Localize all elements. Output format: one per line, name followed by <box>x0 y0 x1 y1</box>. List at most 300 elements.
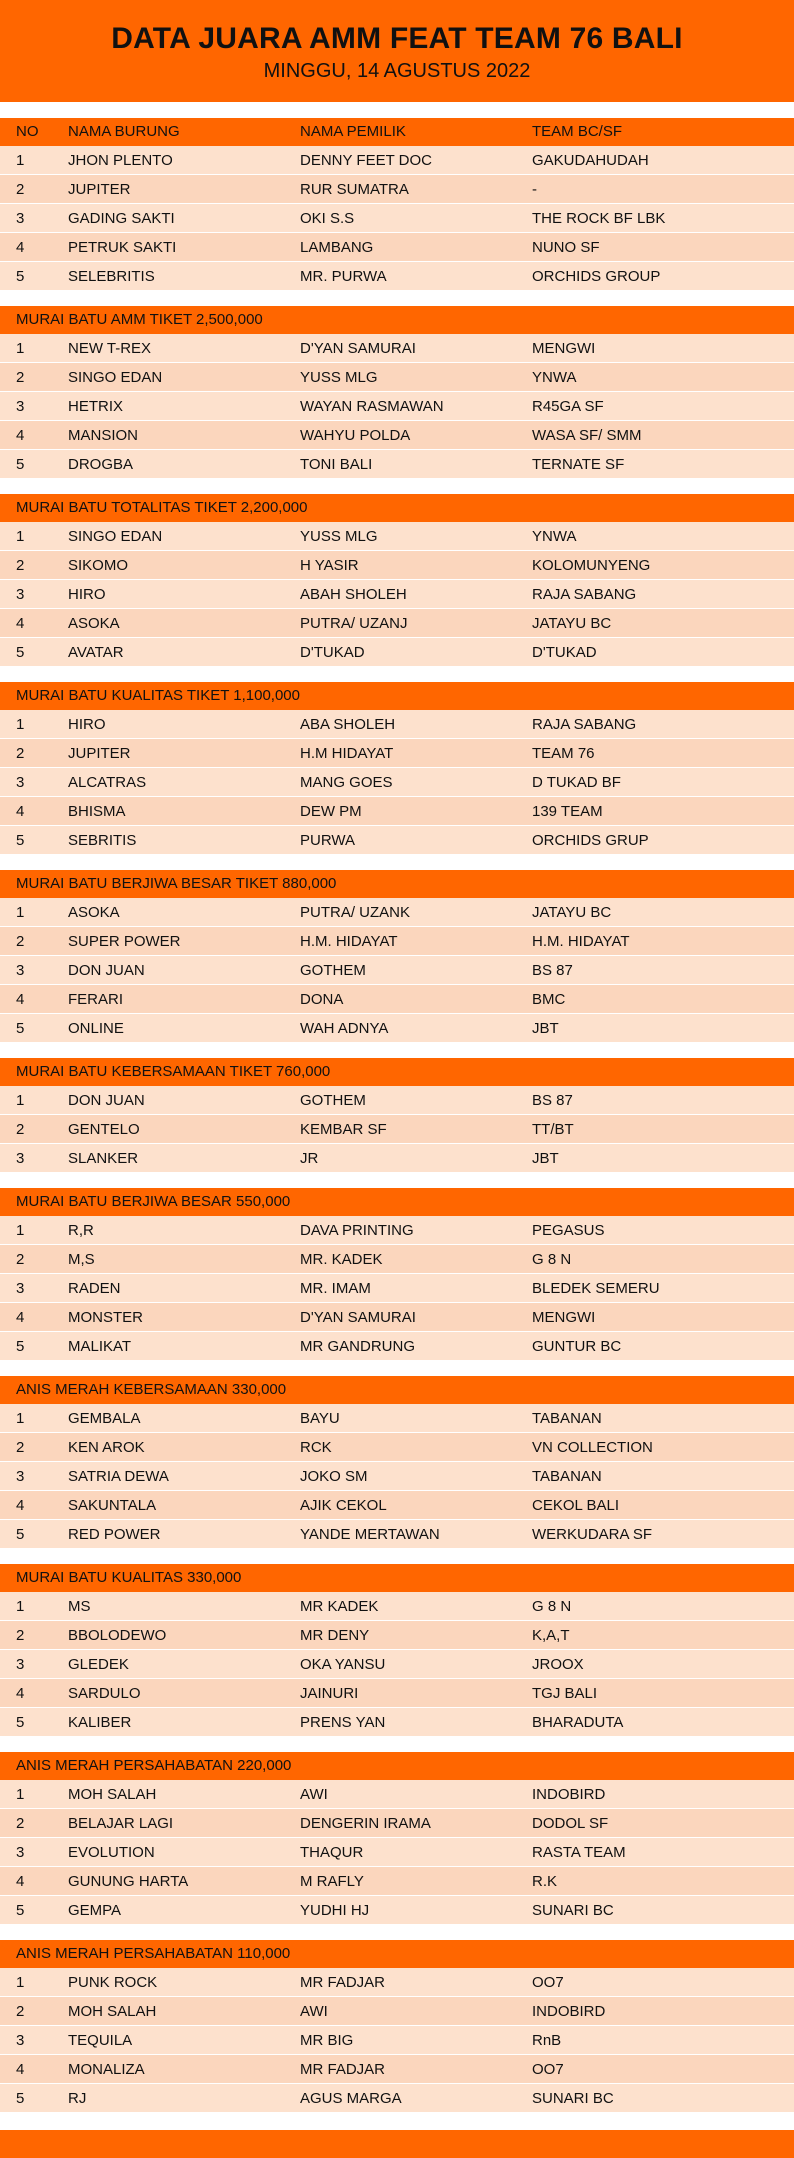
table-row <box>0 638 794 667</box>
table-row <box>0 1274 794 1303</box>
bird-name-cell: SEBRITIS <box>68 832 137 849</box>
owner-name-cell: LAMBANG <box>300 239 374 256</box>
bird-name-cell: PUNK ROCK <box>68 1974 158 1991</box>
rank-cell: 4 <box>16 615 25 632</box>
team-cell: VN COLLECTION <box>532 1439 653 1456</box>
table-row <box>0 1968 794 1997</box>
team-cell: SUNARI BC <box>532 1902 614 1919</box>
team-cell: CEKOL BALI <box>532 1497 619 1514</box>
team-cell: R.K <box>532 1873 558 1890</box>
table-row <box>0 1303 794 1332</box>
section-title-row <box>0 1940 794 1968</box>
bird-name-cell: MALIKAT <box>68 1338 132 1355</box>
owner-name-cell: H.M HIDAYAT <box>300 745 394 762</box>
section-title-row <box>0 1058 794 1086</box>
team-cell: G 8 N <box>532 1598 572 1615</box>
table-row <box>0 2026 794 2055</box>
team-cell: TABANAN <box>532 1468 602 1485</box>
rank-cell: 4 <box>16 1309 25 1326</box>
owner-name-cell: DENGERIN IRAMA <box>300 1815 431 1832</box>
section-title-row <box>0 1188 794 1216</box>
owner-name-cell: D'YAN SAMURAI <box>300 1309 416 1326</box>
team-cell: JBT <box>532 1020 559 1037</box>
rank-cell: 5 <box>16 832 25 849</box>
owner-name-cell: PUTRA/ UZANJ <box>300 615 408 632</box>
table-row <box>0 262 794 291</box>
table-row <box>0 334 794 363</box>
owner-name-cell: MR BIG <box>300 2032 354 2049</box>
rank-cell: 1 <box>16 1598 25 1615</box>
footer-bar <box>0 2130 794 2158</box>
rank-cell: 5 <box>16 1902 25 1919</box>
section-1 <box>0 306 794 479</box>
owner-name-cell: H YASIR <box>300 557 359 574</box>
team-cell: 139 TEAM <box>532 803 603 820</box>
section-6 <box>0 1188 794 1361</box>
owner-name-cell: MR FADJAR <box>300 1974 386 1991</box>
table-row <box>0 1650 794 1679</box>
rank-cell: 3 <box>16 1150 25 1167</box>
section-2 <box>0 494 794 667</box>
rank-cell: 3 <box>16 2032 25 2049</box>
rank-cell: 3 <box>16 962 25 979</box>
team-cell: RAJA SABANG <box>532 586 637 603</box>
owner-name-cell: YANDE MERTAWAN <box>300 1526 440 1543</box>
bird-name-cell: DON JUAN <box>68 962 145 979</box>
rank-cell: 3 <box>16 774 25 791</box>
page-title: DATA JUARA AMM FEAT TEAM 76 BALI <box>111 22 683 55</box>
bird-name-cell: MONSTER <box>68 1309 143 1326</box>
owner-name-cell: DONA <box>300 991 344 1008</box>
table-row <box>0 898 794 927</box>
bird-name-cell: BBOLODEWO <box>68 1627 167 1644</box>
team-cell: MENGWI <box>532 1309 596 1326</box>
owner-name-cell: WAH ADNYA <box>300 1020 389 1037</box>
rank-cell: 2 <box>16 1627 25 1644</box>
rank-cell: 4 <box>16 991 25 1008</box>
bird-name-cell: MOH SALAH <box>68 1786 157 1803</box>
owner-name-cell: TONI BALI <box>300 456 373 473</box>
rank-cell: 5 <box>16 644 25 661</box>
rank-cell: 4 <box>16 803 25 820</box>
team-cell: BLEDEK SEMERU <box>532 1280 660 1297</box>
table-row <box>0 1332 794 1361</box>
owner-name-cell: ABAH SHOLEH <box>300 586 407 603</box>
rank-cell: 1 <box>16 1092 25 1109</box>
table-row <box>0 421 794 450</box>
section-title-row <box>0 1752 794 1780</box>
team-cell: NUNO SF <box>532 239 600 256</box>
table-row <box>0 956 794 985</box>
bird-name-cell: NEW T-REX <box>68 340 152 357</box>
column-header: NAMA BURUNG <box>68 123 180 140</box>
owner-name-cell: D'TUKAD <box>300 644 365 661</box>
owner-name-cell: RUR SUMATRA <box>300 181 409 198</box>
table-row <box>0 1462 794 1491</box>
owner-name-cell: YUSS MLG <box>300 528 378 545</box>
section-title: MURAI BATU KEBERSAMAAN TIKET 760,000 <box>16 1063 331 1080</box>
rank-cell: 5 <box>16 268 25 285</box>
team-cell: BHARADUTA <box>532 1714 624 1731</box>
owner-name-cell: DAVA PRINTING <box>300 1222 414 1239</box>
team-cell: RASTA TEAM <box>532 1844 626 1861</box>
section-title: ANIS MERAH PERSAHABATAN 220,000 <box>16 1757 292 1774</box>
bird-name-cell: HIRO <box>68 716 106 733</box>
bird-name-cell: RJ <box>68 2090 87 2107</box>
bird-name-cell: FERARI <box>68 991 124 1008</box>
table-row <box>0 1708 794 1737</box>
bird-name-cell: MANSION <box>68 427 139 444</box>
bird-name-cell: AVATAR <box>68 644 124 661</box>
bird-name-cell: GADING SAKTI <box>68 210 175 227</box>
owner-name-cell: RCK <box>300 1439 332 1456</box>
rank-cell: 3 <box>16 1468 25 1485</box>
owner-name-cell: MR KADEK <box>300 1598 379 1615</box>
table-row <box>0 392 794 421</box>
bird-name-cell: SIKOMO <box>68 557 129 574</box>
team-cell: ORCHIDS GROUP <box>532 268 661 285</box>
table-row <box>0 522 794 551</box>
rank-cell: 4 <box>16 1873 25 1890</box>
rank-cell: 3 <box>16 210 25 227</box>
section-8 <box>0 1564 794 1737</box>
table-row <box>0 1433 794 1462</box>
team-cell: D'TUKAD <box>532 644 597 661</box>
bird-name-cell: SLANKER <box>68 1150 139 1167</box>
page-header <box>0 0 794 102</box>
rank-cell: 1 <box>16 904 25 921</box>
bird-name-cell: SUPER POWER <box>68 933 181 950</box>
team-cell: RnB <box>532 2032 562 2049</box>
rank-cell: 1 <box>16 1222 25 1239</box>
table-row <box>0 797 794 826</box>
owner-name-cell: PURWA <box>300 832 356 849</box>
bird-name-cell: RED POWER <box>68 1526 161 1543</box>
bird-name-cell: SELEBRITIS <box>68 268 155 285</box>
bird-name-cell: DON JUAN <box>68 1092 145 1109</box>
table-row <box>0 2055 794 2084</box>
rank-cell: 1 <box>16 152 25 169</box>
bird-name-cell: BELAJAR LAGI <box>68 1815 174 1832</box>
rank-cell: 2 <box>16 557 25 574</box>
bird-name-cell: GLEDEK <box>68 1656 129 1673</box>
owner-name-cell: M RAFLY <box>300 1873 364 1890</box>
table-row <box>0 551 794 580</box>
page-subtitle: MINGGU, 14 AGUSTUS 2022 <box>263 60 531 82</box>
owner-name-cell: GOTHEM <box>300 962 366 979</box>
rank-cell: 3 <box>16 1844 25 1861</box>
table-row <box>0 1679 794 1708</box>
team-cell: K,A,T <box>532 1627 570 1644</box>
team-cell: TERNATE SF <box>532 456 625 473</box>
rank-cell: 3 <box>16 398 25 415</box>
rank-cell: 4 <box>16 2061 25 2078</box>
owner-name-cell: AWI <box>300 1786 328 1803</box>
table-row <box>0 710 794 739</box>
table-row <box>0 1592 794 1621</box>
rank-cell: 3 <box>16 586 25 603</box>
team-cell: D TUKAD BF <box>532 774 621 791</box>
rank-cell: 5 <box>16 1020 25 1037</box>
team-cell: H.M. HIDAYAT <box>532 933 630 950</box>
bird-name-cell: HIRO <box>68 586 106 603</box>
table-row <box>0 1867 794 1896</box>
team-cell: BMC <box>532 991 566 1008</box>
rank-cell: 2 <box>16 1251 25 1268</box>
table-row <box>0 1245 794 1274</box>
team-cell: KOLOMUNYENG <box>532 557 651 574</box>
bird-name-cell: JUPITER <box>68 181 131 198</box>
team-cell: MENGWI <box>532 340 596 357</box>
team-cell: JATAYU BC <box>532 904 612 921</box>
bird-name-cell: GEMBALA <box>68 1410 141 1427</box>
table-row <box>0 609 794 638</box>
section-0 <box>0 118 794 291</box>
bird-name-cell: ONLINE <box>68 1020 124 1037</box>
owner-name-cell: OKI S.S <box>300 210 355 227</box>
section-title: ANIS MERAH KEBERSAMAAN 330,000 <box>16 1381 287 1398</box>
bird-name-cell: KEN AROK <box>68 1439 145 1456</box>
owner-name-cell: MR FADJAR <box>300 2061 386 2078</box>
owner-name-cell: MR DENY <box>300 1627 370 1644</box>
table-row <box>0 927 794 956</box>
table-row <box>0 1621 794 1650</box>
rank-cell: 4 <box>16 427 25 444</box>
bird-name-cell: KALIBER <box>68 1714 132 1731</box>
section-title-row <box>0 870 794 898</box>
rank-cell: 2 <box>16 933 25 950</box>
table-row <box>0 985 794 1014</box>
owner-name-cell: THAQUR <box>300 1844 364 1861</box>
owner-name-cell: AWI <box>300 2003 328 2020</box>
table-row <box>0 450 794 479</box>
bird-name-cell: M,S <box>68 1251 95 1268</box>
owner-name-cell: YUSS MLG <box>300 369 378 386</box>
team-cell: OO7 <box>532 1974 564 1991</box>
section-title: ANIS MERAH PERSAHABATAN 110,000 <box>16 1945 291 1962</box>
owner-name-cell: JOKO SM <box>300 1468 368 1485</box>
owner-name-cell: OKA YANSU <box>300 1656 386 1673</box>
table-row <box>0 826 794 855</box>
section-title: MURAI BATU BERJIWA BESAR TIKET 880,000 <box>16 875 337 892</box>
table-row <box>0 1014 794 1043</box>
owner-name-cell: D'YAN SAMURAI <box>300 340 416 357</box>
table-row <box>0 1780 794 1809</box>
table-row <box>0 1144 794 1173</box>
bird-name-cell: RADEN <box>68 1280 121 1297</box>
owner-name-cell: MR. PURWA <box>300 268 387 285</box>
section-title: MURAI BATU KUALITAS TIKET 1,100,000 <box>16 687 300 704</box>
team-cell: ORCHIDS GRUP <box>532 832 649 849</box>
rank-cell: 5 <box>16 1526 25 1543</box>
owner-name-cell: WAYAN RASMAWAN <box>300 398 444 415</box>
section-title-row <box>0 1376 794 1404</box>
section-title-row <box>0 494 794 522</box>
section-title-row <box>0 306 794 334</box>
owner-name-cell: BAYU <box>300 1410 340 1427</box>
rank-cell: 5 <box>16 1338 25 1355</box>
bird-name-cell: GENTELO <box>68 1121 140 1138</box>
bird-name-cell: MONALIZA <box>68 2061 145 2078</box>
owner-name-cell: YUDHI HJ <box>300 1902 370 1919</box>
bird-name-cell: BHISMA <box>68 803 126 820</box>
section-10 <box>0 1940 794 2113</box>
owner-name-cell: PUTRA/ UZANK <box>300 904 411 921</box>
table-row <box>0 175 794 204</box>
rank-cell: 2 <box>16 1439 25 1456</box>
section-9 <box>0 1752 794 1925</box>
owner-name-cell: PRENS YAN <box>300 1714 386 1731</box>
bird-name-cell: SATRIA DEWA <box>68 1468 169 1485</box>
owner-name-cell: DEW PM <box>300 803 362 820</box>
team-cell: - <box>532 181 537 198</box>
bird-name-cell: R,R <box>68 1222 94 1239</box>
rank-cell: 1 <box>16 1410 25 1427</box>
rank-cell: 4 <box>16 1497 25 1514</box>
team-cell: TABANAN <box>532 1410 602 1427</box>
table-row <box>0 580 794 609</box>
table-row <box>0 1491 794 1520</box>
rank-cell: 5 <box>16 1714 25 1731</box>
bird-name-cell: SARDULO <box>68 1685 141 1702</box>
table-row <box>0 1086 794 1115</box>
team-cell: JATAYU BC <box>532 615 612 632</box>
table-row <box>0 1216 794 1245</box>
column-header: TEAM BC/SF <box>532 123 623 140</box>
team-cell: TEAM 76 <box>532 745 595 762</box>
section-title: MURAI BATU KUALITAS 330,000 <box>16 1569 242 1586</box>
bird-name-cell: SINGO EDAN <box>68 369 163 386</box>
rank-cell: 5 <box>16 2090 25 2107</box>
section-7 <box>0 1376 794 1549</box>
rank-cell: 2 <box>16 745 25 762</box>
team-cell: BS 87 <box>532 1092 573 1109</box>
column-header: NO <box>16 123 39 140</box>
table-row <box>0 233 794 262</box>
team-cell: TGJ BALI <box>532 1685 598 1702</box>
owner-name-cell: AGUS MARGA <box>300 2090 402 2107</box>
team-cell: WERKUDARA SF <box>532 1526 653 1543</box>
team-cell: TT/BT <box>532 1121 574 1138</box>
team-cell: GAKUDAHUDAH <box>532 152 649 169</box>
section-title: MURAI BATU BERJIWA BESAR 550,000 <box>16 1193 291 1210</box>
column-header-row <box>0 118 794 146</box>
section-title: MURAI BATU AMM TIKET 2,500,000 <box>16 311 263 328</box>
rank-cell: 3 <box>16 1280 25 1297</box>
owner-name-cell: ABA SHOLEH <box>300 716 396 733</box>
rank-cell: 1 <box>16 716 25 733</box>
rank-cell: 4 <box>16 1685 25 1702</box>
bird-name-cell: HETRIX <box>68 398 124 415</box>
rank-cell: 2 <box>16 1815 25 1832</box>
team-cell: YNWA <box>532 528 577 545</box>
owner-name-cell: JAINURI <box>300 1685 359 1702</box>
team-cell: INDOBIRD <box>532 2003 606 2020</box>
bird-name-cell: GUNUNG HARTA <box>68 1873 189 1890</box>
table-row <box>0 2084 794 2113</box>
owner-name-cell: MR. IMAM <box>300 1280 371 1297</box>
rank-cell: 2 <box>16 1121 25 1138</box>
table-row <box>0 1838 794 1867</box>
team-cell: JBT <box>532 1150 559 1167</box>
section-5 <box>0 1058 794 1173</box>
bird-name-cell: GEMPA <box>68 1902 122 1919</box>
bird-name-cell: ASOKA <box>68 904 120 921</box>
bird-name-cell: PETRUK SAKTI <box>68 239 177 256</box>
rank-cell: 5 <box>16 456 25 473</box>
owner-name-cell: DENNY FEET DOC <box>300 152 432 169</box>
section-title-row <box>0 1564 794 1592</box>
table-row <box>0 146 794 175</box>
owner-name-cell: KEMBAR SF <box>300 1121 387 1138</box>
rank-cell: 2 <box>16 369 25 386</box>
team-cell: YNWA <box>532 369 577 386</box>
owner-name-cell: GOTHEM <box>300 1092 366 1109</box>
owner-name-cell: MR. KADEK <box>300 1251 383 1268</box>
table-row <box>0 1520 794 1549</box>
team-cell: G 8 N <box>532 1251 572 1268</box>
owner-name-cell: MR GANDRUNG <box>300 1338 415 1355</box>
owner-name-cell: AJIK CEKOL <box>300 1497 387 1514</box>
table-row <box>0 204 794 233</box>
owner-name-cell: WAHYU POLDA <box>300 427 411 444</box>
table-row <box>0 1115 794 1144</box>
column-header: NAMA PEMILIK <box>300 123 406 140</box>
team-cell: PEGASUS <box>532 1222 605 1239</box>
bird-name-cell: SINGO EDAN <box>68 528 163 545</box>
table-row <box>0 363 794 392</box>
team-cell: SUNARI BC <box>532 2090 614 2107</box>
bird-name-cell: MOH SALAH <box>68 2003 157 2020</box>
team-cell: GUNTUR BC <box>532 1338 622 1355</box>
rank-cell: 1 <box>16 1786 25 1803</box>
owner-name-cell: MANG GOES <box>300 774 393 791</box>
rank-cell: 3 <box>16 1656 25 1673</box>
owner-name-cell: JR <box>300 1150 319 1167</box>
owner-name-cell: H.M. HIDAYAT <box>300 933 398 950</box>
rank-cell: 2 <box>16 2003 25 2020</box>
rank-cell: 1 <box>16 1974 25 1991</box>
rank-cell: 4 <box>16 239 25 256</box>
table-row <box>0 1997 794 2026</box>
bird-name-cell: EVOLUTION <box>68 1844 155 1861</box>
rank-cell: 1 <box>16 340 25 357</box>
section-3 <box>0 682 794 855</box>
team-cell: DODOL SF <box>532 1815 609 1832</box>
team-cell: BS 87 <box>532 962 573 979</box>
team-cell: WASA SF/ SMM <box>532 427 642 444</box>
section-title-row <box>0 682 794 710</box>
team-cell: RAJA SABANG <box>532 716 637 733</box>
bird-name-cell: DROGBA <box>68 456 134 473</box>
section-title: MURAI BATU TOTALITAS TIKET 2,200,000 <box>16 499 308 516</box>
rank-cell: 2 <box>16 181 25 198</box>
bird-name-cell: MS <box>68 1598 91 1615</box>
rank-cell: 1 <box>16 528 25 545</box>
table-row <box>0 739 794 768</box>
bird-name-cell: ALCATRAS <box>68 774 147 791</box>
team-cell: OO7 <box>532 2061 564 2078</box>
team-cell: JROOX <box>532 1656 584 1673</box>
bird-name-cell: ASOKA <box>68 615 120 632</box>
team-cell: INDOBIRD <box>532 1786 606 1803</box>
bird-name-cell: JUPITER <box>68 745 131 762</box>
table-row <box>0 1404 794 1433</box>
bird-name-cell: SAKUNTALA <box>68 1497 157 1514</box>
team-cell: R45GA SF <box>532 398 604 415</box>
table-row <box>0 1809 794 1838</box>
table-row <box>0 1896 794 1925</box>
